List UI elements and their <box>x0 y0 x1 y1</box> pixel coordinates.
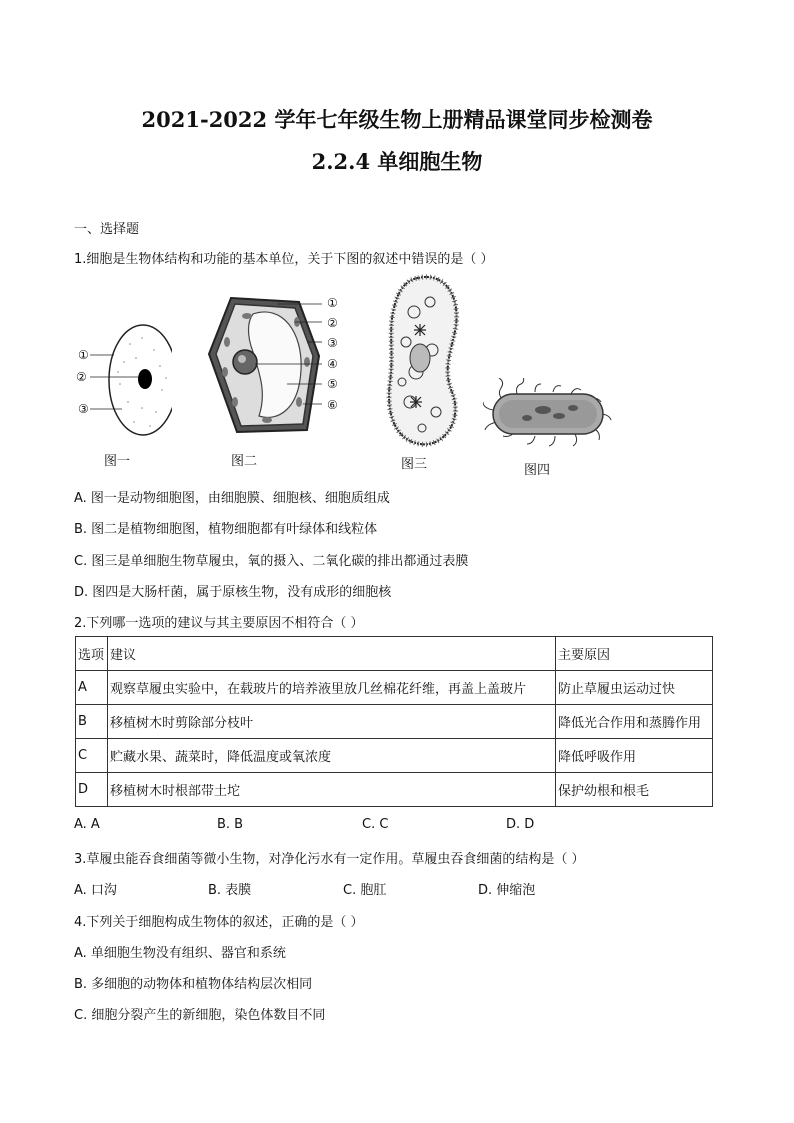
fig2-label-5: ⑤ <box>327 377 338 391</box>
fig1-label-1: ① <box>78 348 89 362</box>
q2-option-c: C. C <box>362 817 389 832</box>
q3-option-c: C. 胞肛 <box>343 883 387 898</box>
fig1-caption: 图一 <box>104 454 131 469</box>
fig2-label-6: ⑥ <box>327 398 338 412</box>
q2-option-d: D. D <box>506 817 535 832</box>
section-heading: 一、选择题 <box>74 222 140 237</box>
fig2-label-1: ① <box>327 296 338 310</box>
q3-option-d: D. 伸缩泡 <box>478 883 536 898</box>
figure-bacterium <box>483 378 613 448</box>
q1-option-d: D. 图四是大肠杆菌，属于原核生物，没有成形的细胞核 <box>74 585 392 600</box>
fig2-label-3: ③ <box>327 336 338 350</box>
table-cell: B <box>76 705 108 739</box>
q1-option-a: A. 图一是动物细胞图，由细胞膜、细胞核、细胞质组成 <box>74 491 390 506</box>
q3-option-b: B. 表膜 <box>208 883 252 898</box>
fig2-label-4: ④ <box>327 357 338 371</box>
table-cell: C <box>76 739 108 773</box>
fig4-caption: 图四 <box>524 463 551 478</box>
table-row <box>76 705 713 739</box>
table-header-row <box>76 637 713 671</box>
table-cell: 保护幼根和根毛 <box>556 773 713 807</box>
table-cell: 移植树木时剪除部分枝叶 <box>108 705 556 739</box>
q2-option-b: B. B <box>217 817 244 832</box>
q2-stem: 2.下列哪一选项的建议与其主要原因不相符合（ ） <box>74 616 364 631</box>
q4-option-c: C. 细胞分裂产生的新细胞，染色体数目不同 <box>74 1008 326 1023</box>
table-cell: D <box>76 773 108 807</box>
page-title: 2021-2022 学年七年级生物上册精品课堂同步检测卷 <box>141 107 653 132</box>
q2-option-a: A. A <box>74 817 100 832</box>
figure-paramecium <box>380 272 470 452</box>
q1-option-c: C. 图三是单细胞生物草履虫，氧的摄入、二氧化碳的排出都通过表膜 <box>74 554 469 569</box>
table-cell: 降低呼吸作用 <box>556 739 713 773</box>
q3-option-a: A. 口沟 <box>74 883 117 898</box>
page-subtitle: 2.2.4 单细胞生物 <box>311 149 483 174</box>
table-cell: 移植树木时根部带土坨 <box>108 773 556 807</box>
figure-animal-cell <box>72 322 172 442</box>
fig1-label-3: ③ <box>78 402 89 416</box>
q3-stem: 3.草履虫能吞食细菌等微小生物，对净化污水有一定作用。草履虫吞食细菌的结构是（ ） <box>74 852 585 867</box>
fig2-label-2: ② <box>327 316 338 330</box>
q4-stem: 4.下列关于细胞构成生物体的叙述，正确的是（ ） <box>74 915 364 930</box>
table-cell: A <box>76 671 108 705</box>
figure-plant-cell <box>207 292 322 437</box>
table-cell: 防止草履虫运动过快 <box>556 671 713 705</box>
table-cell: 贮藏水果、蔬菜时，降低温度或氧浓度 <box>108 739 556 773</box>
table-header-cell: 建议 <box>108 637 556 671</box>
fig3-caption: 图三 <box>401 457 428 472</box>
q4-option-a: A. 单细胞生物没有组织、器官和系统 <box>74 946 286 961</box>
q1-option-b: B. 图二是植物细胞图，植物细胞都有叶绿体和线粒体 <box>74 522 378 537</box>
q4-option-b: B. 多细胞的动物体和植物体结构层次相同 <box>74 977 313 992</box>
table-header-cell: 选项 <box>76 637 108 671</box>
table-cell: 观察草履虫实验中，在载玻片的培养液里放几丝棉花纤维，再盖上盖玻片 <box>108 671 556 705</box>
table-row <box>76 739 713 773</box>
table-row <box>76 671 713 705</box>
q1-stem: 1.细胞是生物体结构和功能的基本单位，关于下图的叙述中错误的是（ ） <box>74 252 494 267</box>
table-row <box>76 773 713 807</box>
fig2-caption: 图二 <box>231 454 258 469</box>
table-header-cell: 主要原因 <box>556 637 713 671</box>
table-cell: 降低光合作用和蒸腾作用 <box>556 705 713 739</box>
fig1-label-2: ② <box>76 370 87 384</box>
q2-table <box>75 636 713 807</box>
